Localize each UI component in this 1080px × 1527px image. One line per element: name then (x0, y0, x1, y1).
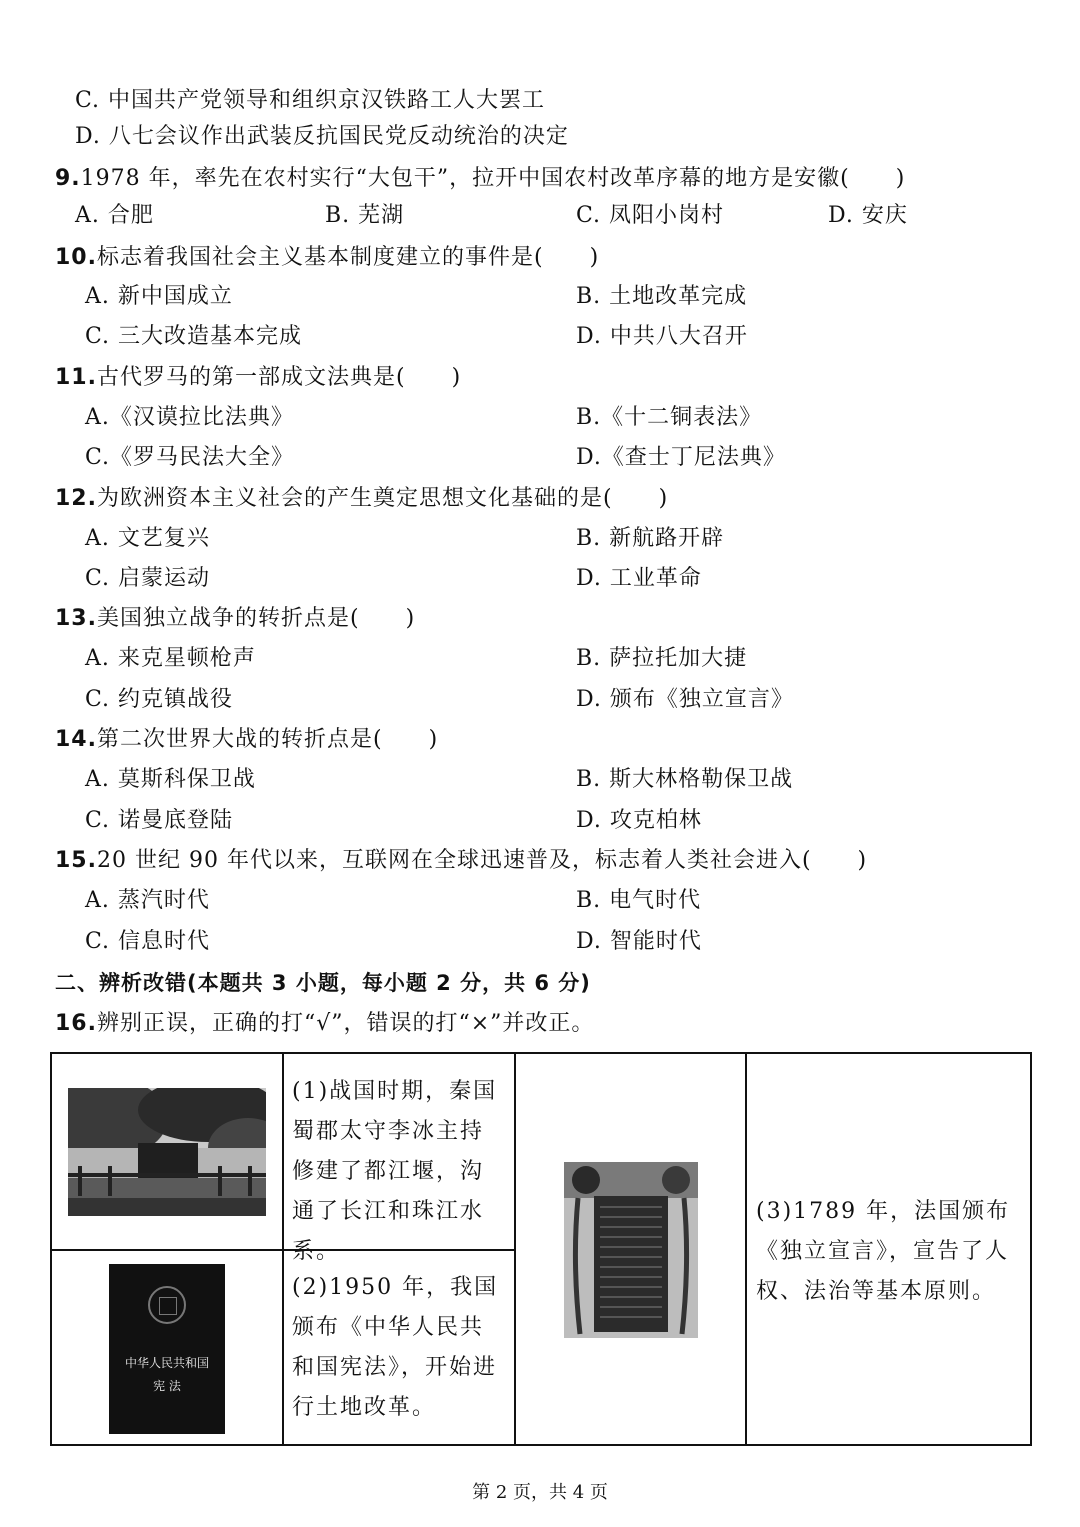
option: A. 莫斯科保卫战 (85, 767, 256, 792)
question-8-option-d: D. 八七会议作出武装反抗国民党反动统治的决定 (75, 124, 569, 149)
constitution-book-photo (109, 1264, 225, 1434)
statement-1: (1)战国时期，秦国蜀郡太守李冰主持修建了都江堰，沟通了长江和珠江水系。 (292, 1079, 498, 1264)
option: B. 芜湖 (325, 203, 405, 228)
question-number: 10. (55, 245, 97, 270)
question-number: 16. (55, 1011, 97, 1036)
question-number: 13. (55, 606, 97, 631)
option: D. 中共八大召开 (576, 324, 748, 349)
judgement-table (50, 1052, 1032, 1446)
book-subtitle: 宪 法 (153, 1379, 181, 1393)
option: A. 蒸汽时代 (85, 888, 210, 913)
question-stem: 1978 年，率先在农村实行“大包干”，拉开中国农村改革序幕的地方是安徽( ) (80, 166, 906, 191)
question-14 (55, 725, 438, 755)
option: D. 工业革命 (576, 566, 702, 591)
option: C. 三大改造基本完成 (85, 324, 303, 349)
option: C.《罗马民法大全》 (85, 445, 295, 470)
question-stem: 古代罗马的第一部成文法典是( ) (96, 365, 462, 390)
option: A. 文艺复兴 (85, 526, 210, 551)
declaration-document-photo (564, 1162, 698, 1338)
option: B.《十二铜表法》 (576, 405, 763, 430)
option: C. 诺曼底登陆 (85, 808, 234, 833)
question-stem: 20 世纪 90 年代以来，互联网在全球迅速普及，标志着人类社会进入( ) (96, 848, 868, 873)
question-stem: 标志着我国社会主义基本制度建立的事件是( ) (96, 245, 600, 270)
statement-2: (2)1950 年，我国颁布《中华人民共和国宪法》，开始进行土地改革。 (292, 1275, 499, 1420)
option: B. 新航路开辟 (576, 526, 725, 551)
book-title: 中华人民共和国 (124, 1356, 209, 1370)
option: B. 斯大林格勒保卫战 (576, 767, 794, 792)
question-10 (55, 243, 599, 273)
question-stem: 为欧洲资本主义社会的产生奠定思想文化基础的是( ) (96, 486, 669, 511)
option: C. 约克镇战役 (85, 687, 234, 712)
dujiangyan-photo (68, 1088, 266, 1216)
question-stem: 第二次世界大战的转折点是( ) (96, 727, 439, 752)
option: B. 萨拉托加大捷 (576, 646, 748, 671)
option: D. 攻克柏林 (576, 808, 702, 833)
option: A. 新中国成立 (85, 284, 233, 309)
question-number: 9. (55, 166, 81, 191)
question-number: 15. (55, 848, 97, 873)
question-16 (55, 1009, 594, 1039)
question-8-option-c: C. 中国共产党领导和组织京汉铁路工人大罢工 (75, 88, 546, 113)
option: D. 安庆 (828, 203, 908, 228)
option: D. 颁布《独立宣言》 (576, 687, 794, 712)
question-9 (55, 164, 905, 194)
question-15 (55, 846, 867, 876)
option: B. 电气时代 (576, 888, 702, 913)
question-number: 12. (55, 486, 97, 511)
page-footer: 第 2 页，共 4 页 (472, 1482, 608, 1503)
section-2-title: 二、辨析改错(本题共 3 小题，每小题 2 分，共 6 分) (55, 971, 591, 995)
option: A. 合肥 (75, 203, 154, 228)
option: C. 凤阳小岗村 (576, 203, 725, 228)
question-number: 11. (55, 365, 97, 390)
option: A. 来克星顿枪声 (85, 646, 256, 671)
question-stem: 辨别正误，正确的打“√”，错误的打“×”并改正。 (96, 1011, 595, 1036)
question-stem: 美国独立战争的转折点是( ) (96, 606, 416, 631)
option: D.《查士丁尼法典》 (576, 445, 786, 470)
option: D. 智能时代 (576, 929, 702, 954)
national-emblem-icon (148, 1286, 186, 1324)
question-11 (55, 363, 461, 393)
question-13 (55, 604, 415, 634)
option: C. 启蒙运动 (85, 566, 211, 591)
question-12 (55, 484, 668, 514)
option: A.《汉谟拉比法典》 (85, 405, 294, 430)
statement-3: (3)1789 年，法国颁布《独立宣言》，宣告了人权、法治等基本原则。 (756, 1199, 1011, 1304)
option: C. 信息时代 (85, 929, 211, 954)
question-number: 14. (55, 727, 97, 752)
option: B. 土地改革完成 (576, 284, 748, 309)
